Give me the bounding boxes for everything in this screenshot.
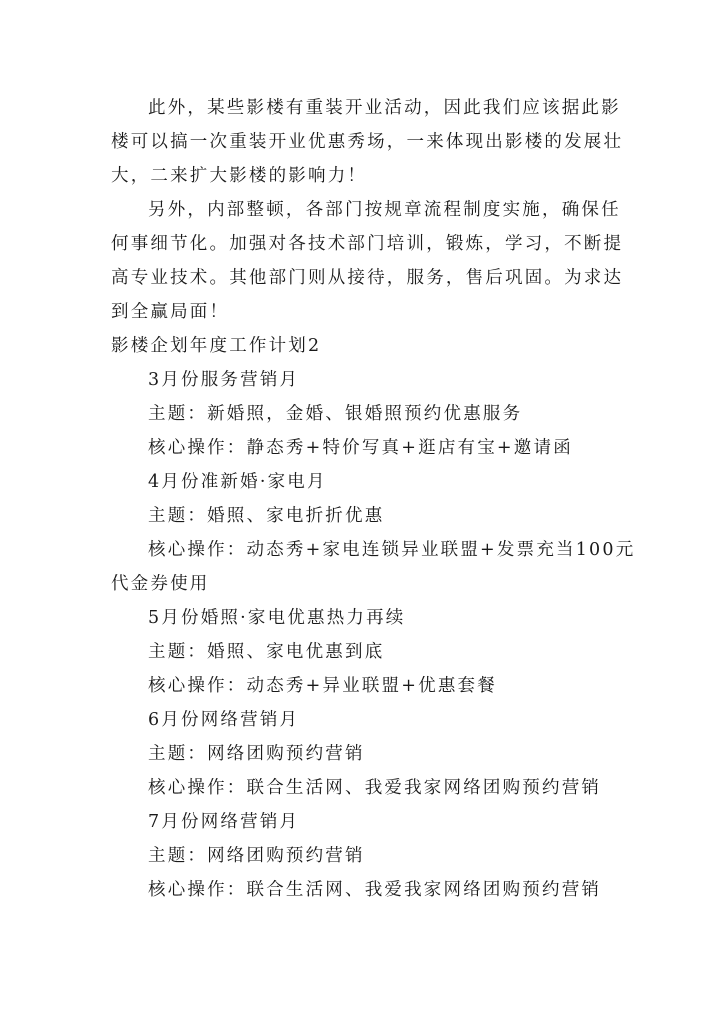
- core-operation-line: 核心操作：静态秀+特价写真+逛店有宝+邀请函: [148, 438, 573, 458]
- month-title: 5月份婚照·家电优惠热力再续: [148, 608, 406, 628]
- theme-line: 主题：新婚照，金婚、银婚照预约优惠服务: [148, 404, 523, 424]
- theme-line: 主题：网络团购预约营销: [148, 846, 365, 866]
- core-operation-line: 核心操作：联合生活网、我爱我家网络团购预约营销: [148, 778, 602, 798]
- month-title: 4月份准新婚·家电月: [148, 472, 327, 492]
- paragraph-line: 到全赢局面！: [111, 302, 230, 322]
- month-title: 7月份网络营销月: [148, 812, 300, 832]
- section-heading: 影楼企划年度工作计划2: [111, 336, 322, 356]
- theme-line: 主题：网络团购预约营销: [148, 744, 365, 764]
- paragraph-line: 此外，某些影楼有重装开业活动，因此我们应该据此影: [148, 98, 621, 118]
- month-title: 3月份服务营销月: [148, 370, 300, 390]
- core-operation-line: 核心操作：联合生活网、我爱我家网络团购预约营销: [148, 880, 602, 900]
- document-body: [111, 91, 636, 907]
- core-operation-continuation: 代金券使用: [111, 574, 210, 594]
- paragraph-line: 另外，内部整顿，各部门按规章流程制度实施，确保任: [148, 200, 621, 220]
- month-title: 6月份网络营销月: [148, 710, 300, 730]
- paragraph-line: 楼可以搞一次重装开业优惠秀场，一来体现出影楼的发展壮: [111, 132, 624, 152]
- paragraph-line: 大，二来扩大影楼的影响力！: [111, 166, 368, 186]
- theme-line: 主题：婚照、家电折折优惠: [148, 506, 385, 526]
- paragraph-line: 何事细节化。加强对各技术部门培训，锻炼，学习，不断提: [111, 234, 624, 254]
- core-operation-line: 核心操作：动态秀+异业联盟+优惠套餐: [148, 676, 497, 696]
- theme-line: 主题：婚照、家电优惠到底: [148, 642, 385, 662]
- core-operation-line: 核心操作：动态秀+家电连锁异业联盟+发票充当100元: [148, 540, 636, 560]
- paragraph-line: 高专业技术。其他部门则从接待，服务，售后巩固。为求达: [111, 268, 624, 288]
